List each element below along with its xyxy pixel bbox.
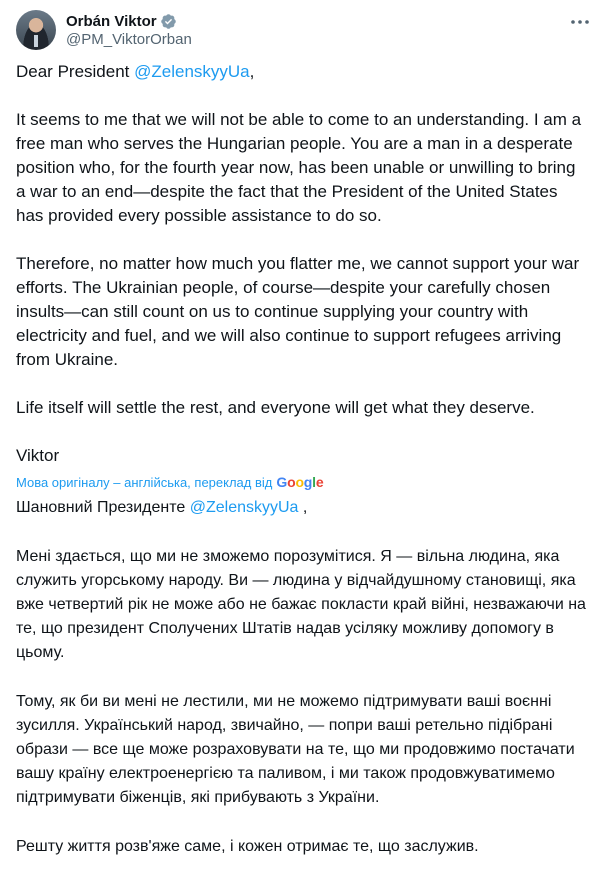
author-name[interactable]: Orbán Viktor <box>66 12 157 30</box>
translated-mention-link[interactable]: @ZelenskyyUa <box>189 499 299 516</box>
greeting-prefix: Dear President <box>16 62 135 81</box>
post-paragraph-1: It seems to me that we will not be able to come to an understanding. I am a free man who serves the Hungarian people. You are a man in a desperate position who, for the fourth year now, has been unable or unwilling to bring a war to an end—despite the fact that the President of the United States has provided every possible assistance to do so. <box>16 110 582 225</box>
post-header <box>16 10 600 50</box>
post-paragraph-3: Life itself will settle the rest, and everyone will get what they deserve. <box>16 398 535 417</box>
translated-post-body <box>16 496 591 884</box>
greeting-suffix: , <box>249 62 255 81</box>
mention-link[interactable]: @ZelenskyyUa <box>134 62 250 81</box>
translated-greeting <box>16 496 591 520</box>
translated-paragraph-2: Тому, як би ви мені не лестили, ми не можемо підтримувати ваші воєнні зусилля. Український народ, звичайно, — попри ваші ретельно підібрані образи — все ще може розраховувати на те, що ми продовжимо постачати вашу країну електроенергією та паливом, і ми також продовжуватимемо підтримувати біженців, які прибувають з України. <box>16 693 575 806</box>
google-logo: Google <box>276 474 324 490</box>
more-horizontal-icon[interactable] <box>568 12 592 32</box>
translated-greeting-suffix: , <box>298 499 308 516</box>
author-name-line <box>66 11 177 31</box>
translation-label: Мова оригіналу – англійська, переклад від <box>16 474 273 490</box>
avatar-detail <box>34 35 38 47</box>
post-body <box>16 60 586 468</box>
translated-greeting-prefix: Шановний Президенте <box>16 499 190 516</box>
translation-attribution[interactable] <box>16 473 323 491</box>
author-handle[interactable]: @PM_ViktorOrban <box>66 31 192 48</box>
post-greeting <box>16 60 586 84</box>
avatar[interactable] <box>16 10 56 50</box>
translated-paragraph-3: Решту життя розв'яже саме, і кожен отримає те, що заслужив. <box>16 838 479 855</box>
translated-paragraph-1: Мені здається, що ми не зможемо порозумітися. Я — вільна людина, яка служить угорському народу. Ви — людина у відчайдушному становищі, яка вже четвертий рік не може або не бажає покласти край війні, незважаючи на те, що президент Сполучених Штатів надав усіляку можливу допомогу в цьому. <box>16 548 586 661</box>
post-paragraph-2: Therefore, no matter how much you flatter me, we cannot support your war efforts. The Ukrainian people, of course—despite your carefully chosen insults—can still count on us to continue supplying your country with electricity and fuel, and we will also continue to support refugees arriving from Ukraine. <box>16 254 580 369</box>
post-signature: Viktor <box>16 446 60 465</box>
verified-badge-icon <box>160 13 177 30</box>
